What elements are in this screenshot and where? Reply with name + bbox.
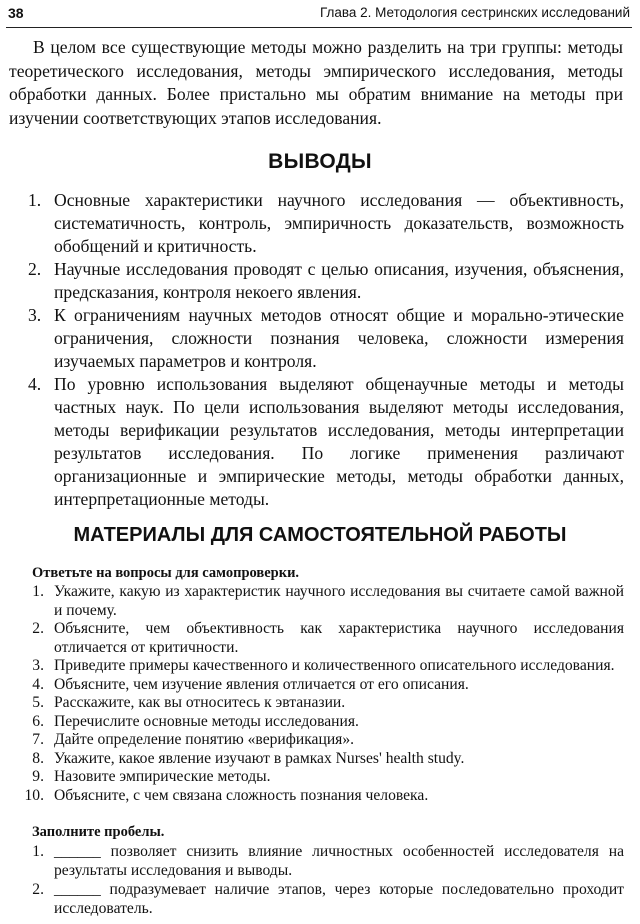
item-text: Основные характеристики научного исследования — объективность, систематичность, контроль, эмпиричность доказательств, возможность обобщений и критичность. (54, 190, 624, 256)
item-text: Расскажите, как вы относитесь к эвтаназии. (54, 694, 346, 711)
item-text: Научные исследования проводят с целью описания, изучения, объяснения, предсказания, контроля некоего явления. (54, 259, 624, 302)
list-item (20, 787, 624, 806)
item-number: 5. (32, 694, 44, 711)
item-text: ______ позволяет снизить влияние личностных особенностей исследователя на результаты исследования и выводы. (54, 843, 624, 879)
list-item (28, 189, 624, 258)
page-header (6, 0, 632, 28)
item-text: Укажите, какое явление изучают в рамках Nurses' health study. (54, 749, 465, 767)
item-text: Объясните, чем изучение явления отличается от его описания. (54, 675, 469, 693)
intro-paragraph: В целом все существующие методы можно разделить на три группы: методы теоретического исследования, методы эмпирического исследования, методы обработки данных. Более пристально мы обратим внимание на методы при изучении соответствующих этапов исследования. (9, 37, 623, 128)
list-item (20, 713, 624, 732)
list-item (28, 258, 624, 304)
item-number: 3. (32, 657, 44, 674)
list-item (20, 620, 624, 657)
questions-list (20, 583, 624, 805)
item-text: ______ подразумевает наличие этапов, через которые последовательно проходит исследователь. (54, 881, 624, 917)
fill-title: Заполните пробелы. (32, 824, 165, 840)
list-item (20, 750, 624, 769)
questions-title: Ответьте на вопросы для самопроверки. (32, 565, 300, 581)
list-item (20, 768, 624, 787)
item-number: 1. (32, 843, 44, 860)
item-number: 1. (28, 190, 42, 210)
item-number: 6. (32, 712, 44, 730)
item-number: 9. (32, 768, 44, 785)
page-number: 38 (8, 5, 24, 21)
item-text: Назовите эмпирические методы. (54, 768, 271, 785)
item-number: 8. (32, 749, 44, 767)
list-item (20, 842, 624, 880)
fill-list (20, 842, 624, 918)
item-number: 10. (24, 786, 44, 804)
item-number: 2. (28, 259, 42, 279)
item-number: 3. (28, 305, 42, 325)
item-text: По уровню использования выделяют общенаучные методы и методы частных наук. По цели использования выделяют методы исследования, методы верификации результатов исследования, методы интерпретации результатов исследования. По логике применения различают организационные и эмпирические методы, методы обработки данных, интерпретационные методы. (54, 374, 624, 509)
list-item (20, 657, 624, 676)
list-item (20, 694, 624, 713)
item-number: 4. (32, 675, 44, 693)
item-text: Укажите, какую из характеристик научного исследования вы считаете самой важной и почему. (54, 583, 624, 619)
running-title: Глава 2. Методология сестринских исследований (319, 5, 630, 20)
item-text: К ограничениям научных методов относят общие и морально-этические ограничения, сложности познания человека, сложности измерения изучаемых параметров и контроля. (54, 305, 624, 371)
list-item (20, 880, 624, 918)
item-text: Объясните, с чем связана сложность познания человека. (54, 786, 429, 804)
item-number: 2. (32, 620, 44, 637)
list-item (28, 304, 624, 373)
conclusions-heading: ВЫВОДЫ (268, 150, 372, 173)
item-text: Перечислите основные методы исследования. (54, 712, 359, 730)
item-number: 7. (32, 731, 44, 748)
item-text: Приведите примеры качественного и количественного описательного исследования. (54, 657, 615, 674)
item-number: 1. (32, 583, 44, 600)
list-item (20, 731, 624, 750)
list-item (28, 373, 624, 511)
conclusions-list (28, 189, 624, 511)
list-item (20, 583, 624, 620)
item-text: Дайте определение понятию «верификация». (54, 731, 355, 748)
item-number: 4. (28, 374, 42, 394)
materials-heading: МАТЕРИАЛЫ ДЛЯ САМОСТОЯТЕЛЬНОЙ РАБОТЫ (73, 524, 567, 546)
list-item (20, 676, 624, 695)
item-text: Объясните, чем объективность как характеристика научного исследования отличается от критичности. (54, 620, 624, 656)
item-number: 2. (32, 881, 44, 898)
